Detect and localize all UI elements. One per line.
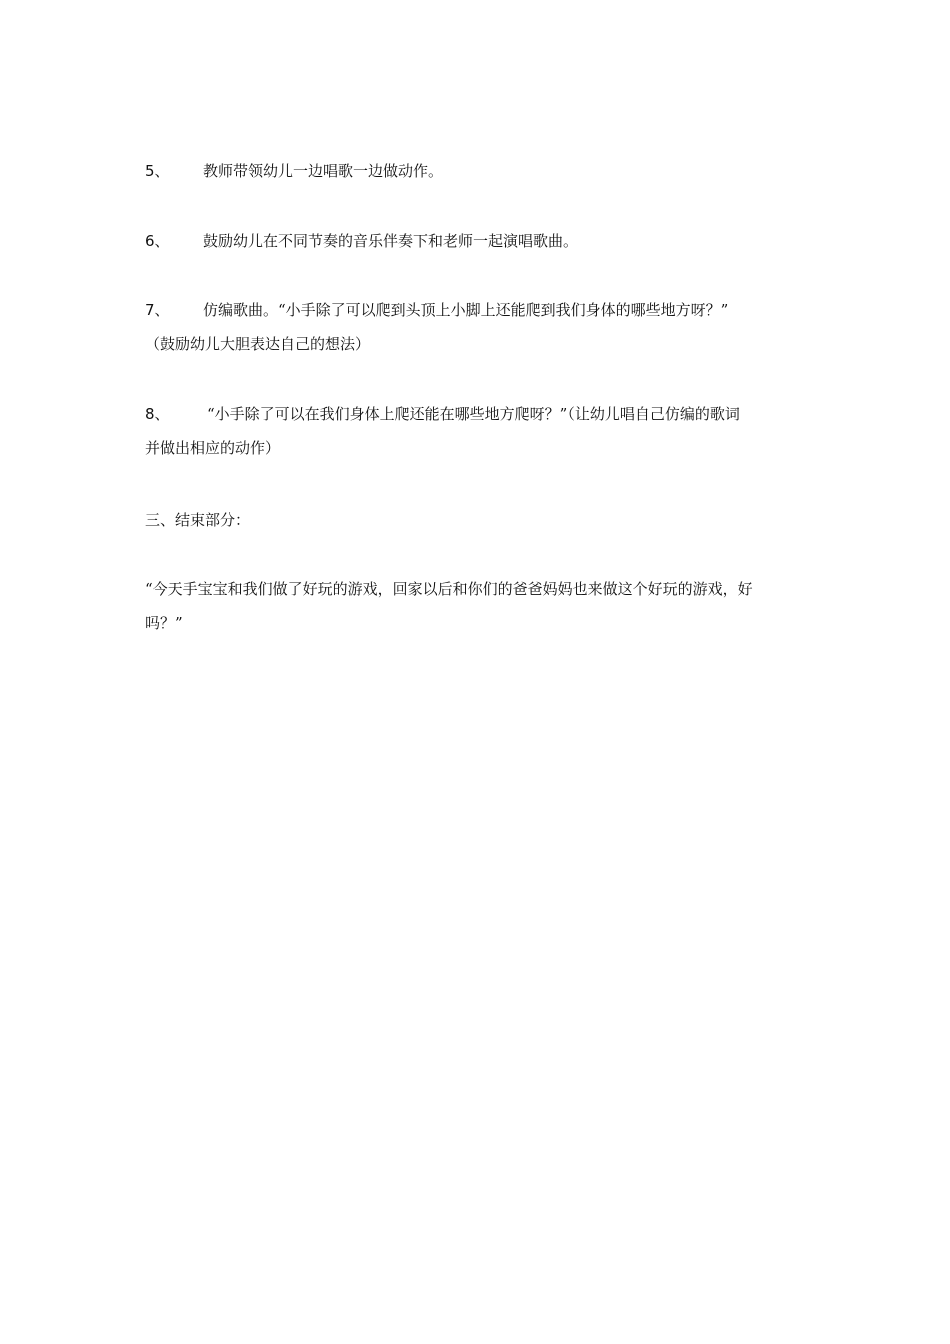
item-number: 8、 <box>145 405 170 423</box>
list-item-5 <box>145 154 795 188</box>
section-heading <box>145 503 795 537</box>
item-text: 仿编歌曲。“小手除了可以爬到头顶上小脚上还能爬到我们身体的哪些地方呀？” <box>203 301 729 319</box>
item-number: 7、 <box>145 301 170 319</box>
list-item-7 <box>145 293 795 361</box>
item-text: 鼓励幼儿在不同节奏的音乐伴奏下和老师一起演唱歌曲。 <box>203 232 579 250</box>
closing-quote <box>145 572 795 640</box>
list-item-8 <box>145 397 795 465</box>
item-number: 6、 <box>145 232 170 250</box>
quote-line-2: 吗？” <box>145 614 183 632</box>
section-heading-text: 三、结束部分： <box>145 511 251 529</box>
item-number: 5、 <box>145 162 170 180</box>
item-continuation: 并做出相应的动作） <box>145 439 281 457</box>
item-text: “小手除了可以在我们身体上爬还能在哪些地方爬呀？”（让幼儿唱自己仿编的歌词 <box>207 405 740 423</box>
item-continuation: （鼓励幼儿大胆表达自己的想法） <box>145 335 371 353</box>
quote-line-1: “今天手宝宝和我们做了好玩的游戏，回家以后和你们的爸爸妈妈也来做这个好玩的游戏，好 <box>145 580 753 598</box>
item-text: 教师带领幼儿一边唱歌一边做动作。 <box>203 162 444 180</box>
list-item-6 <box>145 224 795 258</box>
